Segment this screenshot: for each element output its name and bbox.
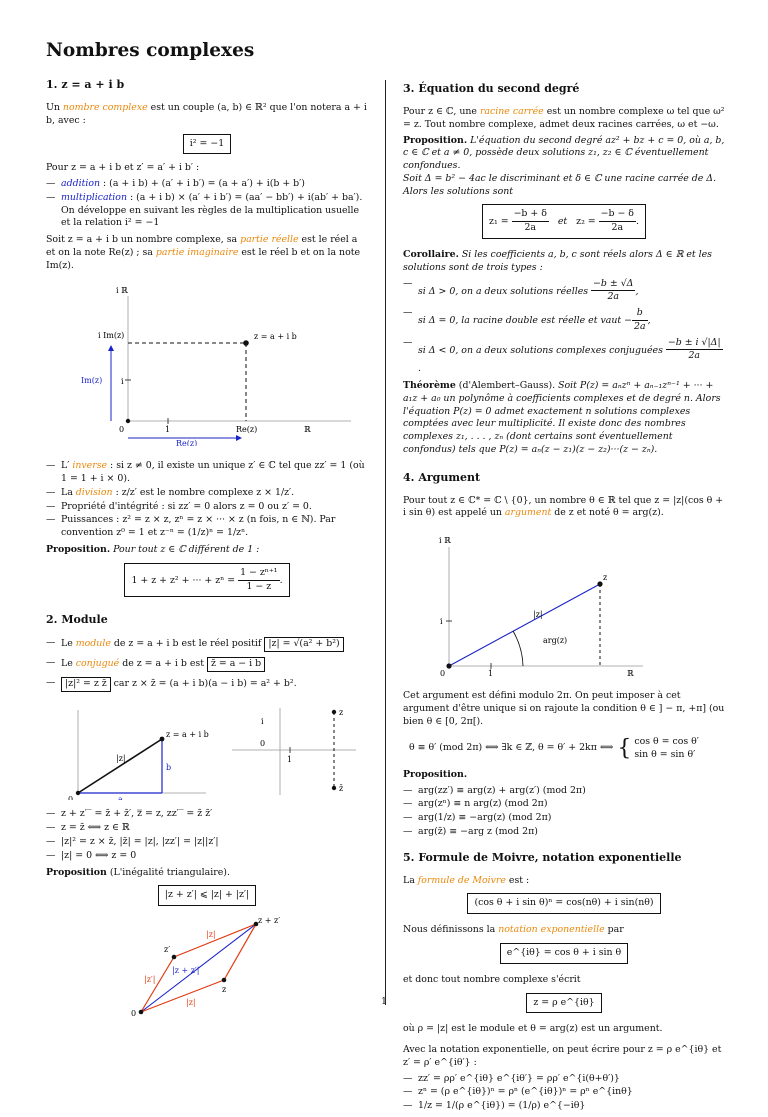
s4-proposition-label: Proposition. [403,768,468,780]
module-prop-4: — |z| = 0 ⟺ z = 0 [61,850,368,863]
arg-props [403,785,725,839]
right-column [403,78,725,1117]
section-5-heading: 5. Formule de Moivre, notation exponentielle [403,850,682,864]
s3-theorem: Théorème (d'Alembert–Gauss). Soit P(z) = aₙzⁿ + aₙ₋₁zⁿ⁻¹ + ··· + a₁z + a₀ un polynôme à coefficients complexes et de degré n. Alors l'équation P(z) = 0 admet exactement n solutions complexes comptées avec leur multiplicité. Il existe donc des nombres complexes z₁, . . . , zₙ (dont certains sont éventuellement confondus) tels que P(z) = aₙ(z − z₁)(z − z₂)···(z − zₙ). [403,380,721,455]
op-addition: — addition : (a + i b) + (a′ + i b′) = (a + a′) + i(b + b′) [61,178,368,191]
s5-expo-def: Nous définissons la notation exponentielle par [403,924,624,936]
ops-list [46,178,368,230]
s1-ops-intro: Pour z = a + i b et z′ = a′ + i b′ : [46,162,200,174]
cor-case-2: — si Δ = 0, la racine double est réelle et vaut − $\frac{b}{2a}$ , [418,307,725,334]
arg-prop-1: — arg(zz′) ≡ arg(z) + arg(z′) (mod 2π) [418,785,725,798]
section-2-heading: 2. Module [46,613,108,627]
arg-prop-2: — arg(zⁿ) ≡ n arg(z) (mod 2π) [418,798,725,811]
arg-prop-3: — arg(1/z) ≡ −arg(z) (mod 2π) [418,812,725,825]
section-5 [403,851,725,1113]
label-z: z = a + i b [254,331,297,341]
para-zp: z′ [164,945,171,955]
s3-corollary: Corollaire. Si les coefficients a, b, c sont réels alors Δ ∈ ℝ et les solutions sont de trois types : [403,248,712,273]
s5-every-complex: et donc tout nombre complexe s'écrit [403,973,581,985]
arg-fig-zero: 0 [440,669,446,679]
module-prop-2: — z = z̄ ⟺ z ∈ ℝ [61,822,368,835]
label-iIm: i Im(z) [98,330,125,340]
column-divider [385,80,386,1005]
complex-plane-figure [46,276,368,446]
expo-item-1: — zz′ = ρρ′ e^{iθ} e^{iθ′} = ρρ′ e^{i(θ+θ′)} [418,1073,725,1086]
s3-proposition: Proposition. L'équation du second degré az² + bz + c = 0, où a, b, c ∈ ℂ et a ≠ 0, possède deux solutions z₁, z₂ ∈ ℂ éventuellement confondues. Soit Δ = b² − 4ac le discriminant et δ ∈ ℂ une racine carrée de Δ. Alors les solutions sont [403,134,725,197]
module-prop-3: — |z|² = z × z̄, |z̄| = |z|, |zz′| = |z||z′| [61,836,368,849]
inverse-item: — L′ inverse : si z ≠ 0, il existe un unique z′ ∈ ℂ tel que zz′ = 1 (où 1 = 1 + i × 0). [61,460,368,486]
point-zbar [332,785,336,789]
argument-figure [403,529,725,679]
label-one: 1 [165,424,171,434]
para-z: z [222,985,227,995]
arg-fig-absz: |z| [533,610,543,620]
s4-intro: Pour tout z ∈ ℂ* = ℂ \ {0}, un nombre θ ∈ ℝ tel que z = |z|(cos θ + i sin θ) est appelé un argument de z et noté θ = arg(z). [403,494,724,519]
zzbar-def: — |z|² = z z̄ car z × z̄ = (a + i b)(a − i b) = a² + b². [61,677,368,692]
label-iR: i ℝ [116,285,128,295]
module-def: — Le module de z = a + i b est le réel positif |z| = √(a² + b²) [61,637,368,652]
module-point-z [160,736,165,741]
module-figures [46,700,368,800]
section-1-heading: 1. z = a + i b [46,78,125,91]
arg-fig-iR: i ℝ [439,536,451,546]
page-title: Nombres complexes [46,40,255,61]
mod-fig-b: b [166,762,172,772]
integrity-item: — Propriété d'intégrité : si zz′ = 0 alors z = 0 ou z′ = 0. [61,501,368,514]
conj-fig-zero: 0 [260,738,266,748]
s1-intro: Un nombre complexe est un couple (a, b) ∈ ℝ² que l'on notera a + i b, avec : [46,101,367,126]
moivre-box: (cos θ + i sin θ)ⁿ = cos(nθ) + i sin(nθ) [467,893,660,914]
point-z-para [222,978,227,983]
mod-fig-a: a [118,794,123,800]
para-abszp: |z′| [144,975,156,985]
expo-item-2: — zⁿ = (ρ e^{iθ})ⁿ = ρⁿ (e^{iθ})ⁿ = ρⁿ e^{inθ} [418,1086,725,1099]
triangle-ineq-box: |z + z′| ⩽ |z| + |z′| [158,885,256,906]
powers-item: — Puissances : z² = z × z, zⁿ = z × ··· × z (n fois, n ∈ ℕ). Par convention z⁰ = 1 et z⁻ⁿ = (1/z)ⁿ = 1/zⁿ. [61,514,368,540]
cor-case-3: — si Δ < 0, on a deux solutions complexes conjuguées $\frac{-b \pm i √|\Delta|}{2a}$ . [418,337,725,376]
corollary-list [403,278,725,376]
section-1 [46,78,368,597]
op-multiplication: — multiplication : (a + i b) × (a′ + i b′) = (aa′ − bb′) + i(ab′ + ba′). On développe en suivant les règles de la multiplication usuelle et la relation i² = −1 [61,192,368,230]
section-3-heading: 3. Équation du second degré [403,82,580,95]
point-z-top [332,709,336,713]
cor-case-1: — si Δ > 0, on a deux solutions réelles $\frac{-b \pm √\Delta}{2a}$ , [418,278,725,305]
label-Rez-axis: Re(z) [176,438,198,446]
quadratic-solutions-box: z₁ = $\frac{-b + \delta}{2a}$ et z₂ = $\frac{-b - \delta}{2a}$ . [482,204,646,239]
para-absz: |z| [206,930,216,940]
conj-fig-one: 1 [287,754,293,764]
module-list [46,637,368,691]
module-props [46,808,368,862]
para-abssum: |z + z′| [172,966,200,976]
label-origin: 0 [119,424,125,434]
conj-fig-z: z [339,707,344,717]
section-3 [403,82,725,457]
s3-intro: Pour z ∈ ℂ, une racine carrée est un nombre complexe ω tel que ω² = z. Tout nombre complexe, admet deux racines carrées, ω et −ω. [403,105,725,130]
left-column [46,78,368,1023]
mod-fig-zero: 0 [68,794,74,800]
expo-items [403,1073,725,1113]
label-R: ℝ [304,424,311,434]
para-zero: 0 [131,1009,137,1019]
arg-fig-i: i [440,617,443,627]
mod-fig-z: z = a + i b [166,729,209,739]
para-absz2: |z| [186,998,196,1008]
conjugate-def: — Le conjugué de z = a + i b est z̄ = a − i b [61,657,368,672]
conj-fig-zbar: z̄ [339,783,344,793]
expo-item-3: — 1/z = 1/(ρ e^{iθ}) = (1/ρ) e^{−iθ} [418,1100,725,1113]
arg-point-z [597,582,602,587]
section-2 [46,613,368,1023]
arg-fig-R: ℝ [627,669,634,679]
s4-modulo: Cet argument est défini modulo 2π. On peut imposer à cet argument d'être unique si on rajoute la condition θ ∈ ] − π, +π] (ou bien θ ∈ [0, 2π[). [403,690,725,727]
label-i: i [121,376,124,386]
point-z [243,340,249,346]
kw-nombre-complexe: nombre complexe [62,101,148,113]
division-item: — La division : z/z′ est le nombre complexe z × 1/z′. [61,487,368,500]
i-squared-box: i² = −1 [183,134,231,155]
page-number: 1 [381,997,387,1007]
arg-fig-z: z [603,573,608,583]
label-Rez: Re(z) [236,424,258,434]
equivalence-line: θ ≡ θ′ (mod 2π) ⟺ ∃k ∈ ℤ, θ = θ′ + 2kπ ⟺ { cos θ = cos θ′ sin θ = sin θ′ [409,735,699,761]
s1-proposition: Proposition. Pour tout z ∈ ℂ différent de 1 : [46,544,260,556]
arg-prop-4: — arg(z̄) ≡ −arg z (mod 2π) [418,826,725,839]
section-4-heading: 4. Argument [403,470,481,484]
arg-fig-arg: arg(z) [543,636,568,646]
geometric-sum-box: 1 + z + z² + ··· + zⁿ = $\frac{\text{1 − zⁿ⁺¹}}{1 - z}$ . [124,563,289,598]
polar-form-box: z = ρ e^{iθ} [526,993,601,1014]
module-prop-1: — z + z′‾ = z̄ + z̄′, z̿ = z, zz′‾ = z̄ z̄′ [61,808,368,821]
conj-fig-i: i [261,716,264,726]
exponential-box: e^{iθ} = cos θ + i sin θ [500,943,628,964]
s1-real-imag: Soit z = a + i b un nombre complexe, sa partie réelle est le réel a et on la note Re(z) ; sa partie imaginaire est le réel b et on la note Im(z). [46,234,361,271]
section-4 [403,471,725,839]
s5-rho: où ρ = |z| est le module et θ = arg(z) est un argument. [403,1023,663,1035]
para-zz: z + z′ [258,916,281,926]
point-z-prime [172,955,177,960]
triangle-ineq-label: Proposition (L'inégalité triangulaire). [46,866,230,878]
s5-with-expo: Avec la notation exponentielle, on peut écrire pour z = ρ e^{iθ} et z′ = ρ′ e^{iθ′} : [403,1044,722,1068]
arg-fig-one: 1 [488,669,494,679]
label-Im-axis: Im(z) [81,375,103,385]
mod-fig-abs: |z| [116,753,126,763]
inverse-list [46,460,368,540]
s5-moivre: La formule de Moivre est : [403,874,530,886]
